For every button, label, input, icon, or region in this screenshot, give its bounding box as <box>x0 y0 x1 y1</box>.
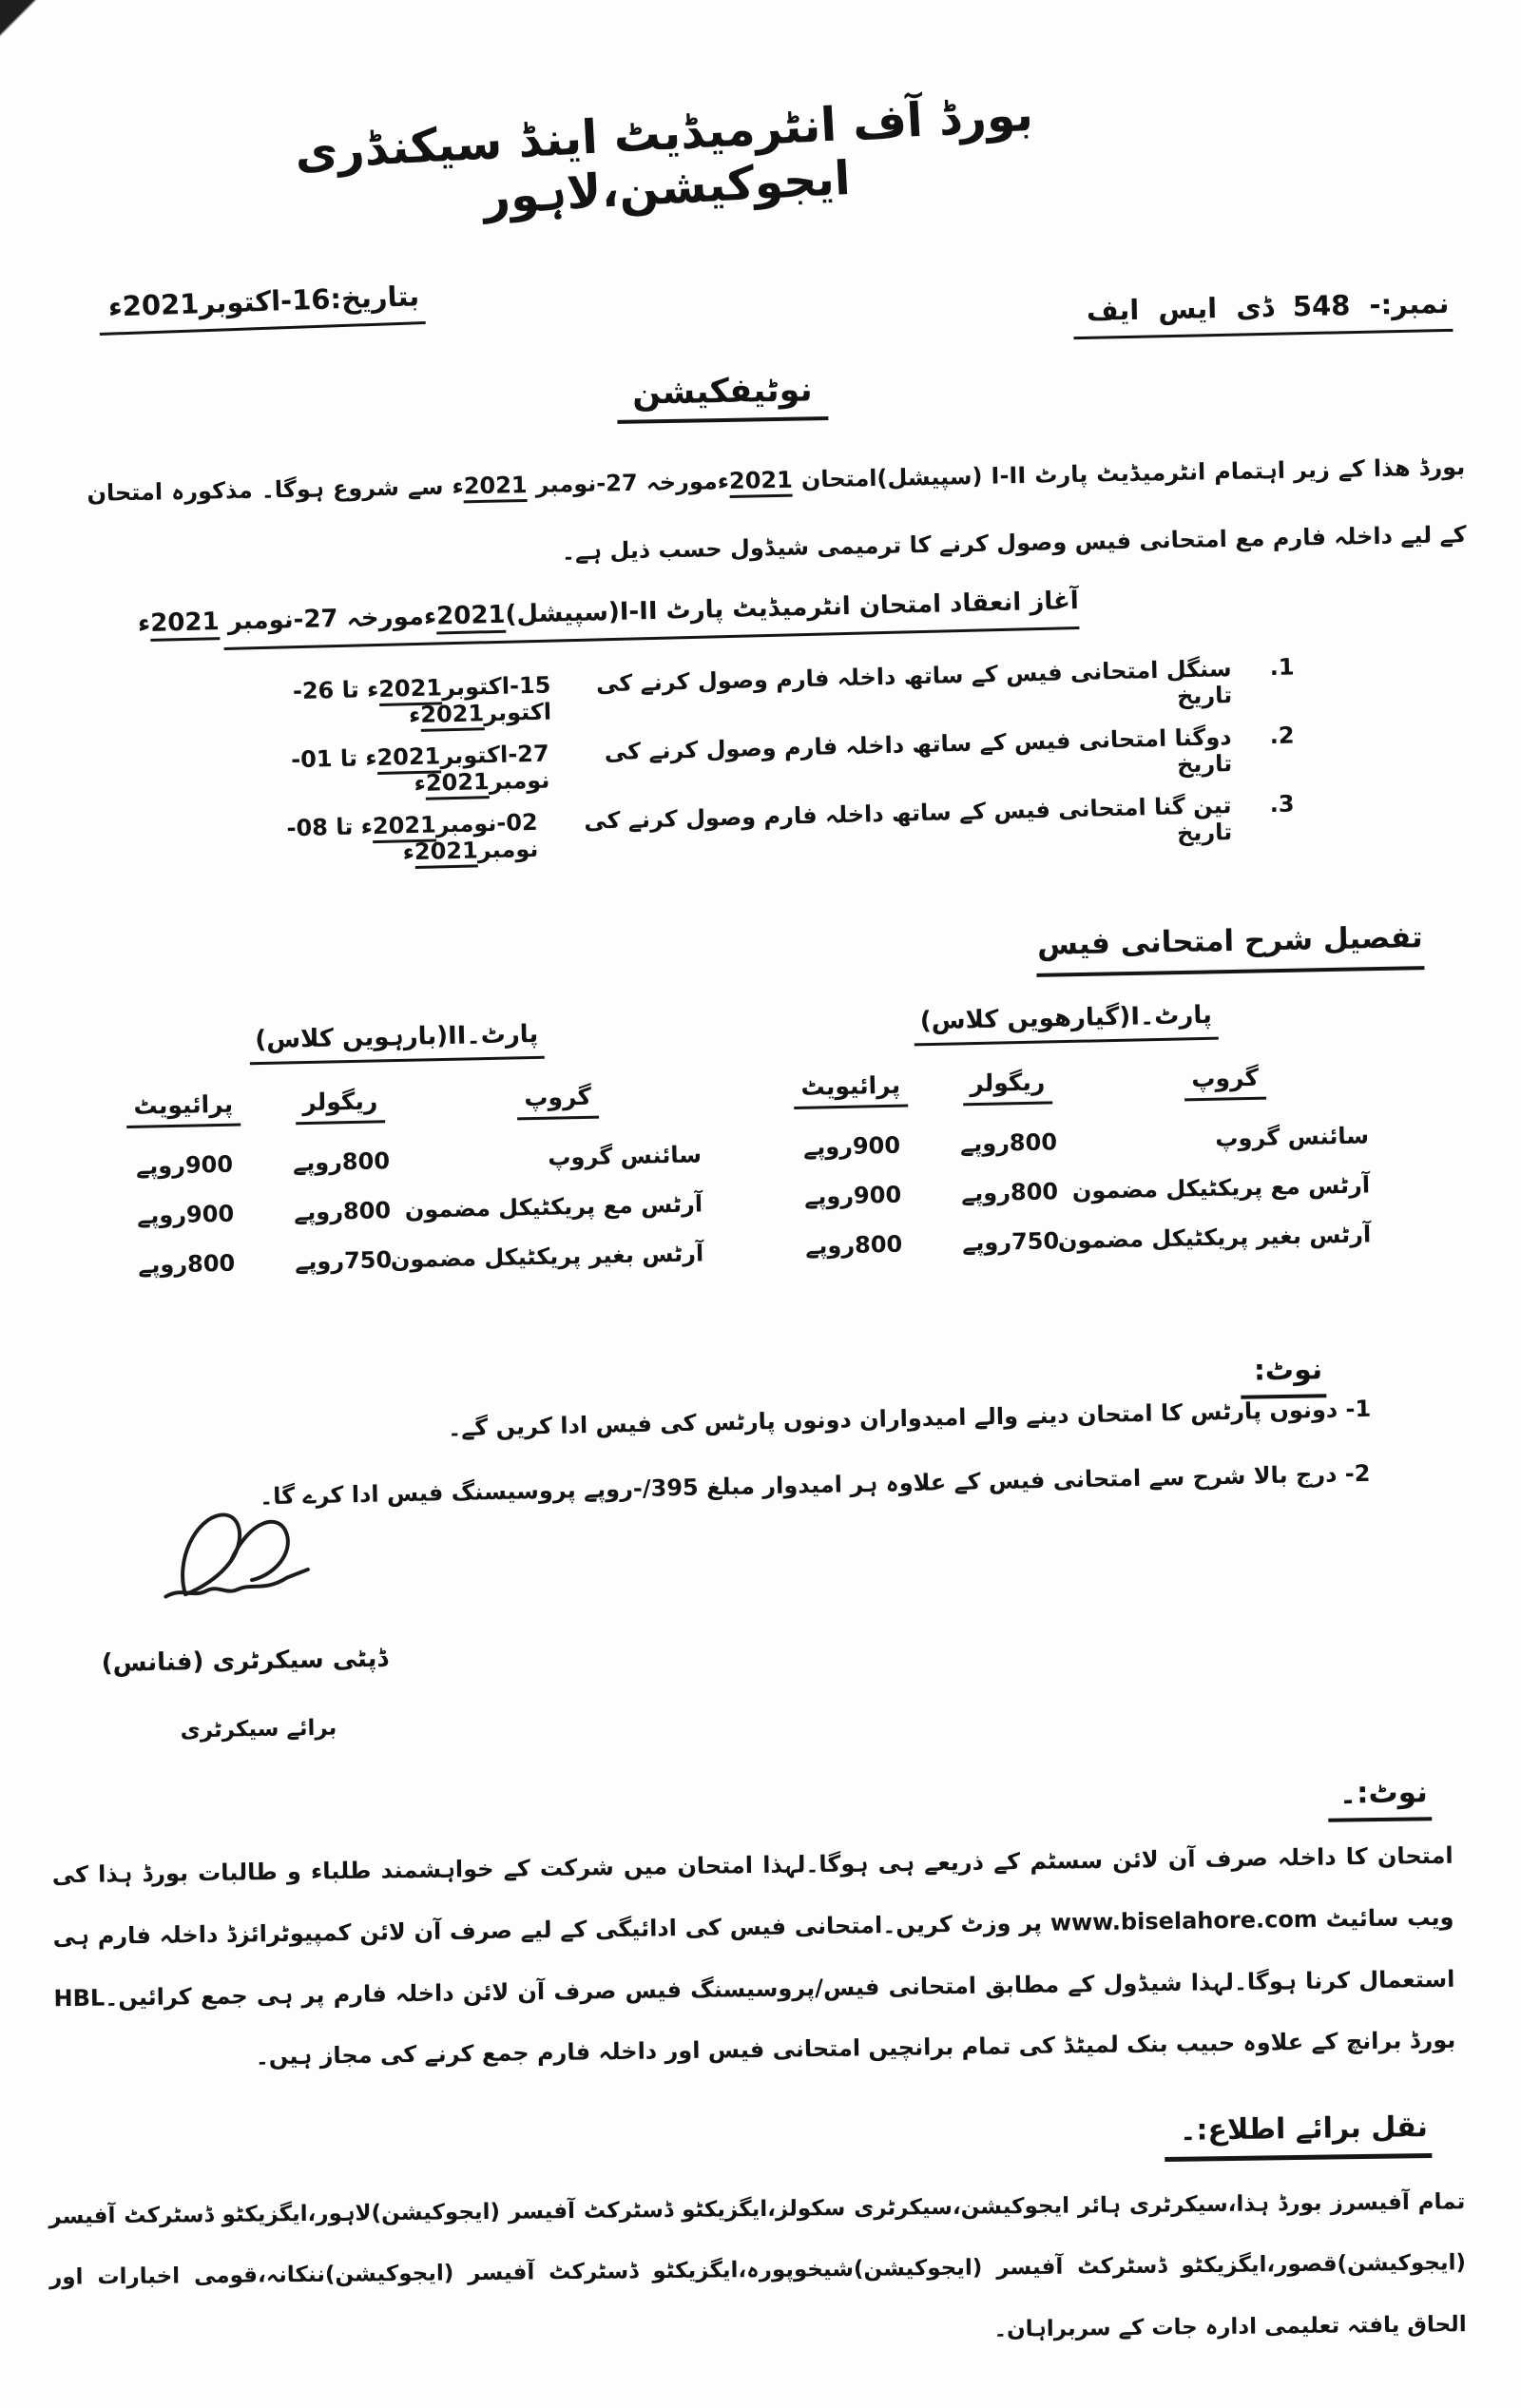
fee-private-amount: 900روپے <box>136 1200 235 1229</box>
note-item: 2- درج بالا شرح سے امتحانی فیس کے علاوہ ہر امیدوار مبلغ 395/-روپے پروسیسنگ فیس ادا کرے گا۔ <box>260 1459 1372 1511</box>
schedule-label: تین گنا امتحانی فیس کے ساتھ داخلہ فارم وصول کرنے کی تاریخ <box>583 792 1233 847</box>
fee-table-part2-title: پارٹ۔II(بارہویں کلاس) <box>94 1016 700 1068</box>
schedule-row <box>159 653 1295 734</box>
fee-private-amount: 800روپے <box>138 1249 236 1279</box>
fee-private-amount: 900روپے <box>802 1131 901 1161</box>
bottom-note-paragraph: امتحان کا داخلہ صرف آن لائن سسٹم کے ذریعے ہی ہوگا۔لہذا امتحان میں شرکت کے خواہشمند طلباء و طالبات بورڈ ہذا کی ویب سائیٹ www.biselahore.com پر وزٹ کریں۔امتحانی فیس کی ادائیگی کے لیے صرف آن لائن کمپیوٹرائزڈ داخلہ فارم ہی استعمال کرنا ہوگا۔لہذا شیڈول کے مطابق امتحانی فیس/پروسیسنگ فیس صرف آن لائن داخلہ فارم پر ہی جمع کرائیں۔HBL بورڈ برانچ کے علاوہ حبیب بنک لمیٹڈ کی تمام برانچیں امتحانی فیس اور داخلہ فارم جمع کرنے کی مجاز ہیں۔ <box>51 1841 1456 2071</box>
fee-row-group: آرٹس بغیر پریکٹیکل مضمون <box>390 1240 704 1274</box>
intro-paragraph: بورڈ ھذا کے زیر اہتمام انٹرمیڈیٹ پارٹ I-II (سپیشل)امتحان 2021ءمورخہ 27-نومبر 2021ء سے شروع ہوگا۔ مذکورہ امتحان کے لیے داخلہ فارم مع امتحانی فیس وصول کرنے کا ترمیمی شیڈول حسب ذیل ہے۔ <box>87 453 1467 566</box>
fee-row-group: آرٹس بغیر پریکٹیکل مضمون <box>1057 1221 1372 1255</box>
fee-detail-heading: تفصیل شرح امتحانی فیس <box>1036 920 1425 977</box>
fee-regular-amount: 750روپے <box>961 1227 1060 1257</box>
schedule-dates: 15-اکتوبر2021ء تا 26-اکتوبر2021ء <box>159 672 551 735</box>
schedule-heading: آغاز انعقاد امتحان انٹرمیڈیٹ پارٹ I-II(سپیشل)2021ءمورخہ 27-نومبر 2021ء <box>223 587 1080 650</box>
fee-table-part1 <box>765 997 1372 1282</box>
schedule-label: سنگل امتحانی فیس کے ساتھ داخلہ فارم وصول کرنے کی تاریخ <box>595 655 1233 710</box>
schedule-row <box>159 790 1295 871</box>
document-date: بتاریخ:16-اکتوبر2021ء <box>98 279 426 336</box>
fee-row-group: آرٹس مع پریکٹیکل مضمون <box>404 1190 703 1223</box>
fee-regular-amount: 750روپے <box>294 1246 393 1276</box>
copy-for-information-paragraph: تمام آفیسرز بورڈ ہذا،سیکرٹری ہائر ایجوکیشن،سیکرٹری سکولز،ایگزیکٹو ڈسٹرکٹ آفیسر (ایجوکیشن)لاہور،ایگزیکٹو ڈسٹرکٹ آفیسر (ایجوکیشن)قصور،ایگزیکٹو ڈسٹرکٹ آفیسر (ایجوکیشن)شیخوپورہ،ایگزیکٹو ڈسٹرکٹ آفیسر (ایجوکیشن)ننکانہ،قومی اخبارات اور الحاق یافتہ تعلیمی ادارہ جات کے سربراہان۔ <box>48 2189 1467 2342</box>
fee-private-amount: 800روپے <box>805 1230 903 1260</box>
note-item: 1- دونوں پارٹس کا امتحان دینے والے امیدواران دونوں پارٹس کی فیس ادا کریں گے۔ <box>447 1395 1372 1442</box>
fee-private-amount: 900روپے <box>135 1150 234 1180</box>
col-header-group: گروپ <box>414 1080 701 1146</box>
schedule-dates: 02-نومبر2021ء تا 08-نومبر2021ء <box>159 809 538 872</box>
copy-for-information-heading: نقل برائے اطلاع:۔ <box>1165 2110 1433 2162</box>
col-header-private: پرائیویٹ <box>768 1070 933 1135</box>
fee-row-group: آرٹس مع پریکٹیکل مضمون <box>1071 1171 1371 1204</box>
schedule-number: 1. <box>1269 653 1295 682</box>
signatory-for-line: برائے سیکرٹری <box>180 1715 337 1743</box>
fee-row-group: سائنس گروپ <box>548 1141 703 1171</box>
document-number: نمبر:- 548 ڈی ایس ایف <box>1072 287 1453 339</box>
org-title: بورڈ آف انٹرمیڈیٹ اینڈ سیکنڈری ایجوکیشن،لاہور <box>293 87 1035 225</box>
signatory-title: ڈپٹی سیکرٹری (فنانس) <box>101 1644 389 1678</box>
bottom-note-heading: نوٹ:۔ <box>1328 1775 1432 1822</box>
col-header-private: پرائیویٹ <box>101 1089 265 1154</box>
fee-table-part2 <box>94 1016 704 1301</box>
col-header-regular: ریگولر <box>264 1087 415 1150</box>
col-header-regular: ریگولر <box>932 1068 1083 1131</box>
col-header-group: گروپ <box>1082 1061 1368 1127</box>
signature-mark <box>160 1504 326 1620</box>
schedule-row <box>159 722 1295 802</box>
fee-table-part1-title: پارٹ۔I(گیارھویں کلاس) <box>765 997 1367 1049</box>
note-heading: نوٹ: <box>1240 1353 1326 1399</box>
notification-title: نوٹیفکیشن <box>589 371 857 425</box>
schedule-number: 2. <box>1269 722 1295 750</box>
schedule-dates: 27-اکتوبر2021ء تا 01-نومبر2021ء <box>159 741 549 803</box>
schedule-number: 3. <box>1269 790 1295 819</box>
fee-regular-amount: 800روپے <box>292 1147 391 1177</box>
fee-regular-amount: 800روپے <box>293 1197 392 1226</box>
fee-regular-amount: 800روپے <box>960 1178 1059 1207</box>
schedule-label: دوگنا امتحانی فیس کے ساتھ داخلہ فارم وصول کرنے کی تاریخ <box>604 723 1233 779</box>
fee-row-group: سائنس گروپ <box>1215 1122 1370 1152</box>
fee-regular-amount: 800روپے <box>959 1128 1058 1158</box>
scan-corner-artifact <box>0 0 49 44</box>
fee-private-amount: 900روپے <box>803 1181 902 1210</box>
